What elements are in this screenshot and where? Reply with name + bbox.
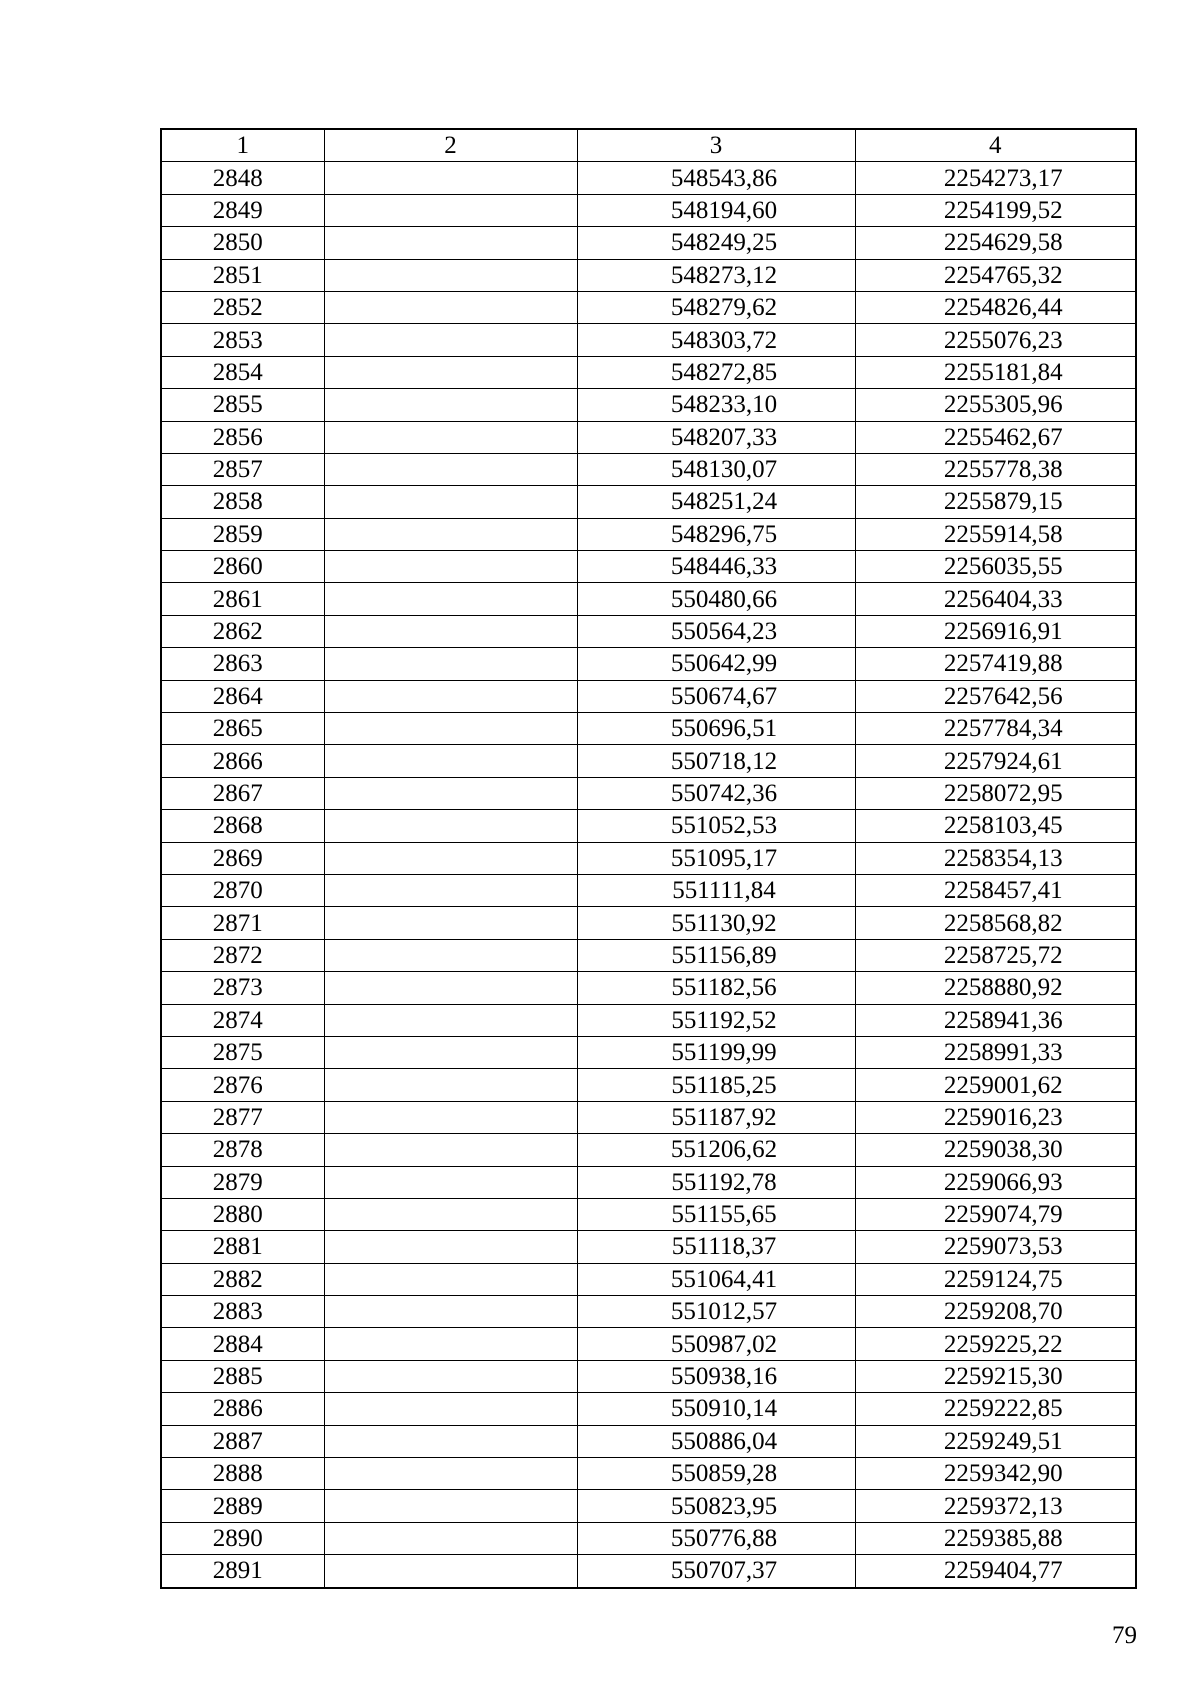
x-coordinate-cell: 548130,07 xyxy=(577,453,855,485)
table-row xyxy=(161,551,1136,583)
x-coordinate-cell: 551118,37 xyxy=(577,1231,855,1263)
point-number-cell: 2856 xyxy=(161,421,324,453)
x-coordinate-cell: 551052,53 xyxy=(577,810,855,842)
y-coordinate-cell: 2259016,23 xyxy=(855,1101,1136,1133)
x-coordinate-cell: 550886,04 xyxy=(577,1425,855,1457)
y-coordinate-cell: 2258072,95 xyxy=(855,777,1136,809)
page-number: 79 xyxy=(1112,1622,1137,1649)
description-cell xyxy=(324,1522,577,1554)
point-number-cell: 2848 xyxy=(161,162,324,194)
x-coordinate-cell: 550480,66 xyxy=(577,583,855,615)
y-coordinate-cell: 2255181,84 xyxy=(855,356,1136,388)
point-number-cell: 2882 xyxy=(161,1263,324,1295)
x-coordinate-cell: 548446,33 xyxy=(577,551,855,583)
x-coordinate-cell: 548194,60 xyxy=(577,194,855,226)
point-number-cell: 2885 xyxy=(161,1360,324,1392)
description-cell xyxy=(324,194,577,226)
y-coordinate-cell: 2254199,52 xyxy=(855,194,1136,226)
y-coordinate-cell: 2259038,30 xyxy=(855,1134,1136,1166)
table-row xyxy=(161,648,1136,680)
point-number-cell: 2872 xyxy=(161,939,324,971)
point-number-cell: 2860 xyxy=(161,551,324,583)
point-number-cell: 2868 xyxy=(161,810,324,842)
y-coordinate-cell: 2257784,34 xyxy=(855,713,1136,745)
x-coordinate-cell: 548279,62 xyxy=(577,291,855,323)
column-header-2: 2 xyxy=(324,129,577,162)
description-cell xyxy=(324,1328,577,1360)
table-row xyxy=(161,680,1136,712)
description-cell xyxy=(324,486,577,518)
x-coordinate-cell: 548543,86 xyxy=(577,162,855,194)
description-cell xyxy=(324,1296,577,1328)
table-row xyxy=(161,745,1136,777)
x-coordinate-cell: 550859,28 xyxy=(577,1458,855,1490)
table-row xyxy=(161,1458,1136,1490)
point-number-cell: 2876 xyxy=(161,1069,324,1101)
description-cell xyxy=(324,1555,577,1588)
table-row xyxy=(161,713,1136,745)
y-coordinate-cell: 2256035,55 xyxy=(855,551,1136,583)
table-row xyxy=(161,615,1136,647)
x-coordinate-cell: 550987,02 xyxy=(577,1328,855,1360)
table-row xyxy=(161,453,1136,485)
y-coordinate-cell: 2257924,61 xyxy=(855,745,1136,777)
point-number-cell: 2859 xyxy=(161,518,324,550)
y-coordinate-cell: 2256916,91 xyxy=(855,615,1136,647)
x-coordinate-cell: 551192,52 xyxy=(577,1004,855,1036)
x-coordinate-cell: 551111,84 xyxy=(577,874,855,906)
column-header-1: 1 xyxy=(161,129,324,162)
table-row xyxy=(161,389,1136,421)
description-cell xyxy=(324,421,577,453)
y-coordinate-cell: 2257642,56 xyxy=(855,680,1136,712)
description-cell xyxy=(324,842,577,874)
table-row xyxy=(161,1036,1136,1068)
point-number-cell: 2861 xyxy=(161,583,324,615)
table-row xyxy=(161,1069,1136,1101)
point-number-cell: 2880 xyxy=(161,1198,324,1230)
x-coordinate-cell: 550823,95 xyxy=(577,1490,855,1522)
x-coordinate-cell: 550718,12 xyxy=(577,745,855,777)
y-coordinate-cell: 2254629,58 xyxy=(855,227,1136,259)
point-number-cell: 2857 xyxy=(161,453,324,485)
point-number-cell: 2855 xyxy=(161,389,324,421)
y-coordinate-cell: 2258941,36 xyxy=(855,1004,1136,1036)
description-cell xyxy=(324,907,577,939)
x-coordinate-cell: 551187,92 xyxy=(577,1101,855,1133)
x-coordinate-cell: 551156,89 xyxy=(577,939,855,971)
description-cell xyxy=(324,1134,577,1166)
table-row xyxy=(161,194,1136,226)
y-coordinate-cell: 2258457,41 xyxy=(855,874,1136,906)
table-row xyxy=(161,291,1136,323)
description-cell xyxy=(324,745,577,777)
table-row xyxy=(161,1393,1136,1425)
description-cell xyxy=(324,1263,577,1295)
point-number-cell: 2887 xyxy=(161,1425,324,1457)
table-row xyxy=(161,1360,1136,1392)
table-row xyxy=(161,842,1136,874)
y-coordinate-cell: 2254765,32 xyxy=(855,259,1136,291)
x-coordinate-cell: 551155,65 xyxy=(577,1198,855,1230)
description-cell xyxy=(324,1198,577,1230)
table-row xyxy=(161,1490,1136,1522)
x-coordinate-cell: 551182,56 xyxy=(577,972,855,1004)
description-cell xyxy=(324,1490,577,1522)
table-row xyxy=(161,1134,1136,1166)
x-coordinate-cell: 548303,72 xyxy=(577,324,855,356)
y-coordinate-cell: 2259225,22 xyxy=(855,1328,1136,1360)
description-cell xyxy=(324,1036,577,1068)
coordinates-table xyxy=(160,128,1137,1589)
table-row xyxy=(161,1101,1136,1133)
point-number-cell: 2873 xyxy=(161,972,324,1004)
point-number-cell: 2853 xyxy=(161,324,324,356)
point-number-cell: 2864 xyxy=(161,680,324,712)
point-number-cell: 2851 xyxy=(161,259,324,291)
table-row xyxy=(161,1555,1136,1588)
point-number-cell: 2871 xyxy=(161,907,324,939)
table-row xyxy=(161,583,1136,615)
description-cell xyxy=(324,1360,577,1392)
description-cell xyxy=(324,389,577,421)
y-coordinate-cell: 2259074,79 xyxy=(855,1198,1136,1230)
x-coordinate-cell: 548249,25 xyxy=(577,227,855,259)
x-coordinate-cell: 550642,99 xyxy=(577,648,855,680)
point-number-cell: 2866 xyxy=(161,745,324,777)
y-coordinate-cell: 2257419,88 xyxy=(855,648,1136,680)
y-coordinate-cell: 2258991,33 xyxy=(855,1036,1136,1068)
point-number-cell: 2890 xyxy=(161,1522,324,1554)
x-coordinate-cell: 551130,92 xyxy=(577,907,855,939)
table-row xyxy=(161,1328,1136,1360)
table-row xyxy=(161,1198,1136,1230)
description-cell xyxy=(324,680,577,712)
column-header-4: 4 xyxy=(855,129,1136,162)
description-cell xyxy=(324,713,577,745)
table-row xyxy=(161,810,1136,842)
y-coordinate-cell: 2255462,67 xyxy=(855,421,1136,453)
x-coordinate-cell: 551199,99 xyxy=(577,1036,855,1068)
x-coordinate-cell: 548273,12 xyxy=(577,259,855,291)
point-number-cell: 2875 xyxy=(161,1036,324,1068)
table-row xyxy=(161,874,1136,906)
y-coordinate-cell: 2259404,77 xyxy=(855,1555,1136,1588)
y-coordinate-cell: 2259215,30 xyxy=(855,1360,1136,1392)
description-cell xyxy=(324,810,577,842)
y-coordinate-cell: 2258725,72 xyxy=(855,939,1136,971)
table-row xyxy=(161,356,1136,388)
table-row xyxy=(161,1522,1136,1554)
y-coordinate-cell: 2256404,33 xyxy=(855,583,1136,615)
y-coordinate-cell: 2259342,90 xyxy=(855,1458,1136,1490)
x-coordinate-cell: 548251,24 xyxy=(577,486,855,518)
point-number-cell: 2891 xyxy=(161,1555,324,1588)
description-cell xyxy=(324,939,577,971)
y-coordinate-cell: 2254826,44 xyxy=(855,291,1136,323)
x-coordinate-cell: 550910,14 xyxy=(577,1393,855,1425)
x-coordinate-cell: 551185,25 xyxy=(577,1069,855,1101)
point-number-cell: 2865 xyxy=(161,713,324,745)
x-coordinate-cell: 550674,67 xyxy=(577,680,855,712)
table-row xyxy=(161,972,1136,1004)
table-row xyxy=(161,1004,1136,1036)
table-row xyxy=(161,486,1136,518)
description-cell xyxy=(324,1166,577,1198)
x-coordinate-cell: 551095,17 xyxy=(577,842,855,874)
description-cell xyxy=(324,551,577,583)
description-cell xyxy=(324,1231,577,1263)
table-row xyxy=(161,1425,1136,1457)
y-coordinate-cell: 2259124,75 xyxy=(855,1263,1136,1295)
description-cell xyxy=(324,324,577,356)
column-header-3: 3 xyxy=(577,129,855,162)
description-cell xyxy=(324,972,577,1004)
y-coordinate-cell: 2255914,58 xyxy=(855,518,1136,550)
point-number-cell: 2854 xyxy=(161,356,324,388)
point-number-cell: 2852 xyxy=(161,291,324,323)
y-coordinate-cell: 2259372,13 xyxy=(855,1490,1136,1522)
description-cell xyxy=(324,1101,577,1133)
table-row xyxy=(161,421,1136,453)
y-coordinate-cell: 2255778,38 xyxy=(855,453,1136,485)
description-cell xyxy=(324,648,577,680)
x-coordinate-cell: 551012,57 xyxy=(577,1296,855,1328)
description-cell xyxy=(324,453,577,485)
point-number-cell: 2886 xyxy=(161,1393,324,1425)
y-coordinate-cell: 2255305,96 xyxy=(855,389,1136,421)
x-coordinate-cell: 550938,16 xyxy=(577,1360,855,1392)
point-number-cell: 2858 xyxy=(161,486,324,518)
y-coordinate-cell: 2259073,53 xyxy=(855,1231,1136,1263)
y-coordinate-cell: 2259385,88 xyxy=(855,1522,1136,1554)
x-coordinate-cell: 551192,78 xyxy=(577,1166,855,1198)
description-cell xyxy=(324,227,577,259)
description-cell xyxy=(324,777,577,809)
description-cell xyxy=(324,291,577,323)
x-coordinate-cell: 550696,51 xyxy=(577,713,855,745)
table-header-row xyxy=(161,129,1136,162)
x-coordinate-cell: 551064,41 xyxy=(577,1263,855,1295)
table-row xyxy=(161,1263,1136,1295)
description-cell xyxy=(324,874,577,906)
table-row xyxy=(161,907,1136,939)
table-row xyxy=(161,1231,1136,1263)
point-number-cell: 2850 xyxy=(161,227,324,259)
y-coordinate-cell: 2255076,23 xyxy=(855,324,1136,356)
x-coordinate-cell: 550707,37 xyxy=(577,1555,855,1588)
point-number-cell: 2867 xyxy=(161,777,324,809)
x-coordinate-cell: 548296,75 xyxy=(577,518,855,550)
description-cell xyxy=(324,259,577,291)
y-coordinate-cell: 2259001,62 xyxy=(855,1069,1136,1101)
table-row xyxy=(161,518,1136,550)
y-coordinate-cell: 2258103,45 xyxy=(855,810,1136,842)
point-number-cell: 2862 xyxy=(161,615,324,647)
y-coordinate-cell: 2258568,82 xyxy=(855,907,1136,939)
point-number-cell: 2883 xyxy=(161,1296,324,1328)
point-number-cell: 2888 xyxy=(161,1458,324,1490)
table-row xyxy=(161,259,1136,291)
point-number-cell: 2869 xyxy=(161,842,324,874)
point-number-cell: 2874 xyxy=(161,1004,324,1036)
table-row xyxy=(161,777,1136,809)
description-cell xyxy=(324,1393,577,1425)
x-coordinate-cell: 548272,85 xyxy=(577,356,855,388)
point-number-cell: 2881 xyxy=(161,1231,324,1263)
table-body xyxy=(161,162,1136,1588)
point-number-cell: 2870 xyxy=(161,874,324,906)
point-number-cell: 2877 xyxy=(161,1101,324,1133)
x-coordinate-cell: 550776,88 xyxy=(577,1522,855,1554)
y-coordinate-cell: 2258880,92 xyxy=(855,972,1136,1004)
table-row xyxy=(161,1296,1136,1328)
description-cell xyxy=(324,1458,577,1490)
x-coordinate-cell: 548207,33 xyxy=(577,421,855,453)
point-number-cell: 2879 xyxy=(161,1166,324,1198)
description-cell xyxy=(324,583,577,615)
description-cell xyxy=(324,1004,577,1036)
table-row xyxy=(161,162,1136,194)
table-row xyxy=(161,939,1136,971)
description-cell xyxy=(324,615,577,647)
point-number-cell: 2878 xyxy=(161,1134,324,1166)
x-coordinate-cell: 550742,36 xyxy=(577,777,855,809)
y-coordinate-cell: 2259208,70 xyxy=(855,1296,1136,1328)
y-coordinate-cell: 2254273,17 xyxy=(855,162,1136,194)
y-coordinate-cell: 2255879,15 xyxy=(855,486,1136,518)
x-coordinate-cell: 550564,23 xyxy=(577,615,855,647)
point-number-cell: 2884 xyxy=(161,1328,324,1360)
table-row xyxy=(161,227,1136,259)
description-cell xyxy=(324,162,577,194)
y-coordinate-cell: 2259222,85 xyxy=(855,1393,1136,1425)
y-coordinate-cell: 2258354,13 xyxy=(855,842,1136,874)
point-number-cell: 2889 xyxy=(161,1490,324,1522)
description-cell xyxy=(324,1069,577,1101)
table-row xyxy=(161,324,1136,356)
table-row xyxy=(161,1166,1136,1198)
y-coordinate-cell: 2259066,93 xyxy=(855,1166,1136,1198)
y-coordinate-cell: 2259249,51 xyxy=(855,1425,1136,1457)
description-cell xyxy=(324,1425,577,1457)
description-cell xyxy=(324,356,577,388)
description-cell xyxy=(324,518,577,550)
x-coordinate-cell: 548233,10 xyxy=(577,389,855,421)
point-number-cell: 2863 xyxy=(161,648,324,680)
point-number-cell: 2849 xyxy=(161,194,324,226)
x-coordinate-cell: 551206,62 xyxy=(577,1134,855,1166)
